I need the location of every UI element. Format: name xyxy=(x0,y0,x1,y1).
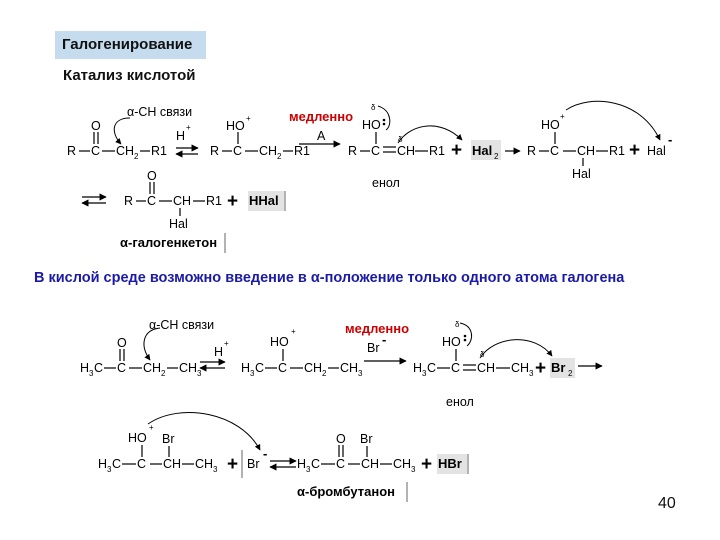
product-label-2: α-бромбутанон xyxy=(297,484,395,499)
svg-text:2: 2 xyxy=(134,152,139,161)
halide-ion: Hal xyxy=(647,144,666,158)
svg-text:H: H xyxy=(413,361,423,375)
svg-text:2: 2 xyxy=(494,152,499,161)
atom-r: R xyxy=(67,144,77,158)
svg-text:C: C xyxy=(371,144,381,158)
svg-text:H: H xyxy=(98,457,108,471)
enol-label-1: енол xyxy=(372,176,400,190)
regioselectivity-note: В кислой среде возможно введение в α-положение только одного атома галогена xyxy=(34,270,625,286)
svg-text:C: C xyxy=(427,361,437,375)
alpha-haloketone xyxy=(124,169,222,231)
svg-text:C: C xyxy=(550,144,560,158)
svg-text:CH: CH xyxy=(163,457,182,471)
svg-text:H: H xyxy=(80,361,90,375)
svg-text:CH: CH xyxy=(340,361,359,375)
alpha-ch-label-2: α-CH связи xyxy=(149,318,215,332)
h-plus: H xyxy=(176,129,186,143)
svg-text:R: R xyxy=(210,144,220,158)
svg-text:HO: HO xyxy=(442,335,461,349)
svg-text:δ: δ xyxy=(455,320,460,329)
atom-c: C xyxy=(91,144,101,158)
butanone xyxy=(80,318,214,378)
svg-text:R1: R1 xyxy=(206,194,222,208)
alpha-bromobutanone xyxy=(297,432,416,474)
svg-text:3: 3 xyxy=(358,369,363,378)
svg-text:R: R xyxy=(527,144,537,158)
svg-text:O: O xyxy=(147,169,157,183)
svg-text:H: H xyxy=(214,345,224,359)
svg-text:-: - xyxy=(382,332,387,347)
intermediate-2 xyxy=(98,423,218,474)
svg-text:Br: Br xyxy=(360,432,373,446)
svg-text:+: + xyxy=(149,423,154,432)
slow-label-1: медленно xyxy=(289,109,354,124)
svg-text:3: 3 xyxy=(529,369,534,378)
svg-text:CH: CH xyxy=(511,361,530,375)
svg-text:+: + xyxy=(186,123,191,132)
svg-text:CH: CH xyxy=(143,361,162,375)
svg-text:C: C xyxy=(278,361,288,375)
svg-text:3: 3 xyxy=(197,369,202,378)
svg-text:+: + xyxy=(224,339,229,348)
svg-text:Hal: Hal xyxy=(572,167,591,181)
svg-text:+: + xyxy=(535,358,547,379)
atom-o: O xyxy=(91,119,101,133)
svg-text:C: C xyxy=(451,361,461,375)
svg-text:+: + xyxy=(227,191,239,212)
svg-text:HO: HO xyxy=(362,118,381,132)
intermediate-1 xyxy=(527,112,625,181)
reagent-br2: Br xyxy=(551,360,566,375)
svg-text:-: - xyxy=(263,446,268,461)
byproduct-hhal: HHal xyxy=(249,193,279,208)
svg-text:3: 3 xyxy=(306,465,311,474)
svg-text:C: C xyxy=(233,144,243,158)
svg-text:+: + xyxy=(451,140,463,161)
svg-text:CH: CH xyxy=(397,144,416,158)
svg-text:2: 2 xyxy=(277,152,282,161)
svg-text:+: + xyxy=(629,140,641,161)
svg-text:CH: CH xyxy=(195,457,214,471)
bromide-base: Br xyxy=(367,341,380,355)
atom-r1: R1 xyxy=(151,144,167,158)
svg-text:3: 3 xyxy=(422,369,427,378)
svg-text:R1: R1 xyxy=(429,144,445,158)
enol-label-2: енол xyxy=(446,395,474,409)
svg-text:O: O xyxy=(117,336,127,350)
svg-text:HO: HO xyxy=(226,119,245,133)
svg-text:2: 2 xyxy=(161,369,166,378)
subtitle: Катализ кислотой xyxy=(63,67,196,84)
svg-text:CH: CH xyxy=(173,194,192,208)
page-number: 40 xyxy=(658,495,676,512)
alpha-ch-label: α-CH связи xyxy=(127,105,193,119)
reagent-hal2: Hal xyxy=(472,143,493,158)
svg-text:CH: CH xyxy=(259,144,278,158)
scheme1 xyxy=(67,101,672,253)
svg-text:Hal: Hal xyxy=(169,217,188,231)
svg-text:3: 3 xyxy=(213,465,218,474)
svg-text:3: 3 xyxy=(411,465,416,474)
svg-text:O: O xyxy=(336,432,346,446)
svg-text:R: R xyxy=(348,144,358,158)
atom-ch2: CH xyxy=(116,144,135,158)
page-title: Галогенирование xyxy=(55,31,206,59)
svg-text:CH: CH xyxy=(361,457,380,471)
svg-text:δ: δ xyxy=(480,350,485,359)
svg-text:CH: CH xyxy=(179,361,198,375)
svg-text:+: + xyxy=(421,454,433,475)
svg-text:3: 3 xyxy=(89,369,94,378)
svg-text:C: C xyxy=(112,457,122,471)
bromide-ion: Br xyxy=(247,457,260,471)
base-a: A xyxy=(317,129,326,143)
svg-text:CH: CH xyxy=(577,144,596,158)
scheme2 xyxy=(80,318,602,502)
svg-text:R: R xyxy=(124,194,134,208)
product-label-1: α-галогенкетон xyxy=(120,235,218,250)
svg-text:CH: CH xyxy=(393,457,412,471)
svg-text:R1: R1 xyxy=(609,144,625,158)
svg-text:C: C xyxy=(117,361,127,375)
enol-2 xyxy=(413,320,534,409)
svg-text:Br: Br xyxy=(162,432,175,446)
svg-text:CH: CH xyxy=(477,361,496,375)
svg-text:2: 2 xyxy=(322,369,327,378)
svg-text:-: - xyxy=(668,132,673,147)
svg-text:+: + xyxy=(227,454,239,475)
svg-text:R1: R1 xyxy=(294,144,310,158)
svg-text:δ: δ xyxy=(371,103,376,112)
svg-text:CH: CH xyxy=(304,361,323,375)
svg-text:C: C xyxy=(255,361,265,375)
ketone-1 xyxy=(67,105,192,161)
svg-text:+: + xyxy=(246,114,251,123)
svg-text:H: H xyxy=(297,457,307,471)
svg-text:2: 2 xyxy=(568,369,573,378)
svg-text:3: 3 xyxy=(107,465,112,474)
svg-text:C: C xyxy=(336,457,346,471)
svg-text:δ: δ xyxy=(398,135,403,144)
svg-text:HO: HO xyxy=(541,118,560,132)
enol-1 xyxy=(348,103,445,190)
svg-text:C: C xyxy=(94,361,104,375)
svg-text:3: 3 xyxy=(250,369,255,378)
svg-text:HO: HO xyxy=(270,335,289,349)
svg-text:H: H xyxy=(241,361,251,375)
svg-text:+: + xyxy=(291,327,296,336)
svg-text:HO: HO xyxy=(128,431,147,445)
svg-text:+: + xyxy=(560,112,565,121)
byproduct-hbr: HBr xyxy=(438,456,462,471)
svg-text:C: C xyxy=(147,194,157,208)
slow-label-2: медленно xyxy=(345,321,410,336)
svg-text:C: C xyxy=(137,457,147,471)
svg-text:C: C xyxy=(311,457,321,471)
